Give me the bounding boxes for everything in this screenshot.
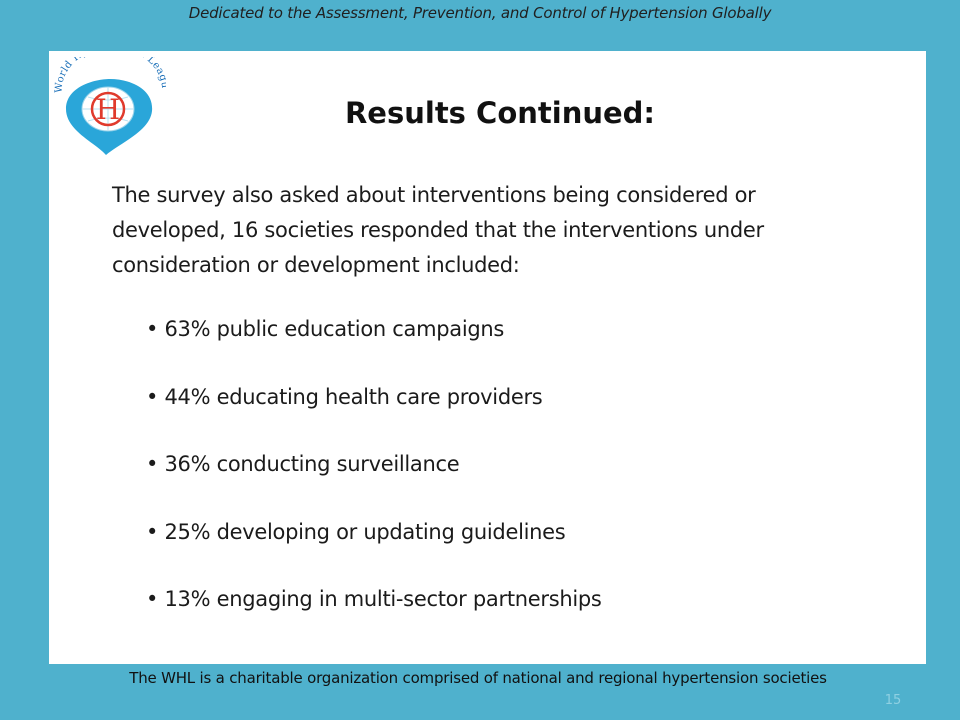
slide-title: Results Continued: <box>344 96 656 130</box>
intro-paragraph: The survey also asked about interventions being considered or developed, 16 societies responded that the interventions under consideration or development included: <box>112 183 764 277</box>
bullet-item: • 36% conducting surveillance <box>146 452 460 476</box>
bullet-item: • 25% developing or updating guidelines <box>146 519 566 544</box>
logo-graphic <box>54 57 166 159</box>
header-tagline: Dedicated to the Assessment, Prevention, and Control of Hypertension Globally <box>188 4 772 22</box>
logo-arc-text: World Lea <box>54 57 166 94</box>
logo-letter: H <box>95 93 121 126</box>
world-hypertension-league-logo <box>54 57 166 159</box>
page-number: 15 <box>884 693 902 708</box>
bullet-item: • 13% engaging in multi-sector partnerships <box>146 587 602 611</box>
bullet-item: • 63% public education campaigns <box>146 317 505 341</box>
footer-text: The WHL is a charitable organization comprised of national and regional hypertension societies <box>129 669 827 687</box>
bullet-item: • 44% educating health care providers <box>146 384 543 409</box>
results-bullet-list <box>146 313 846 651</box>
